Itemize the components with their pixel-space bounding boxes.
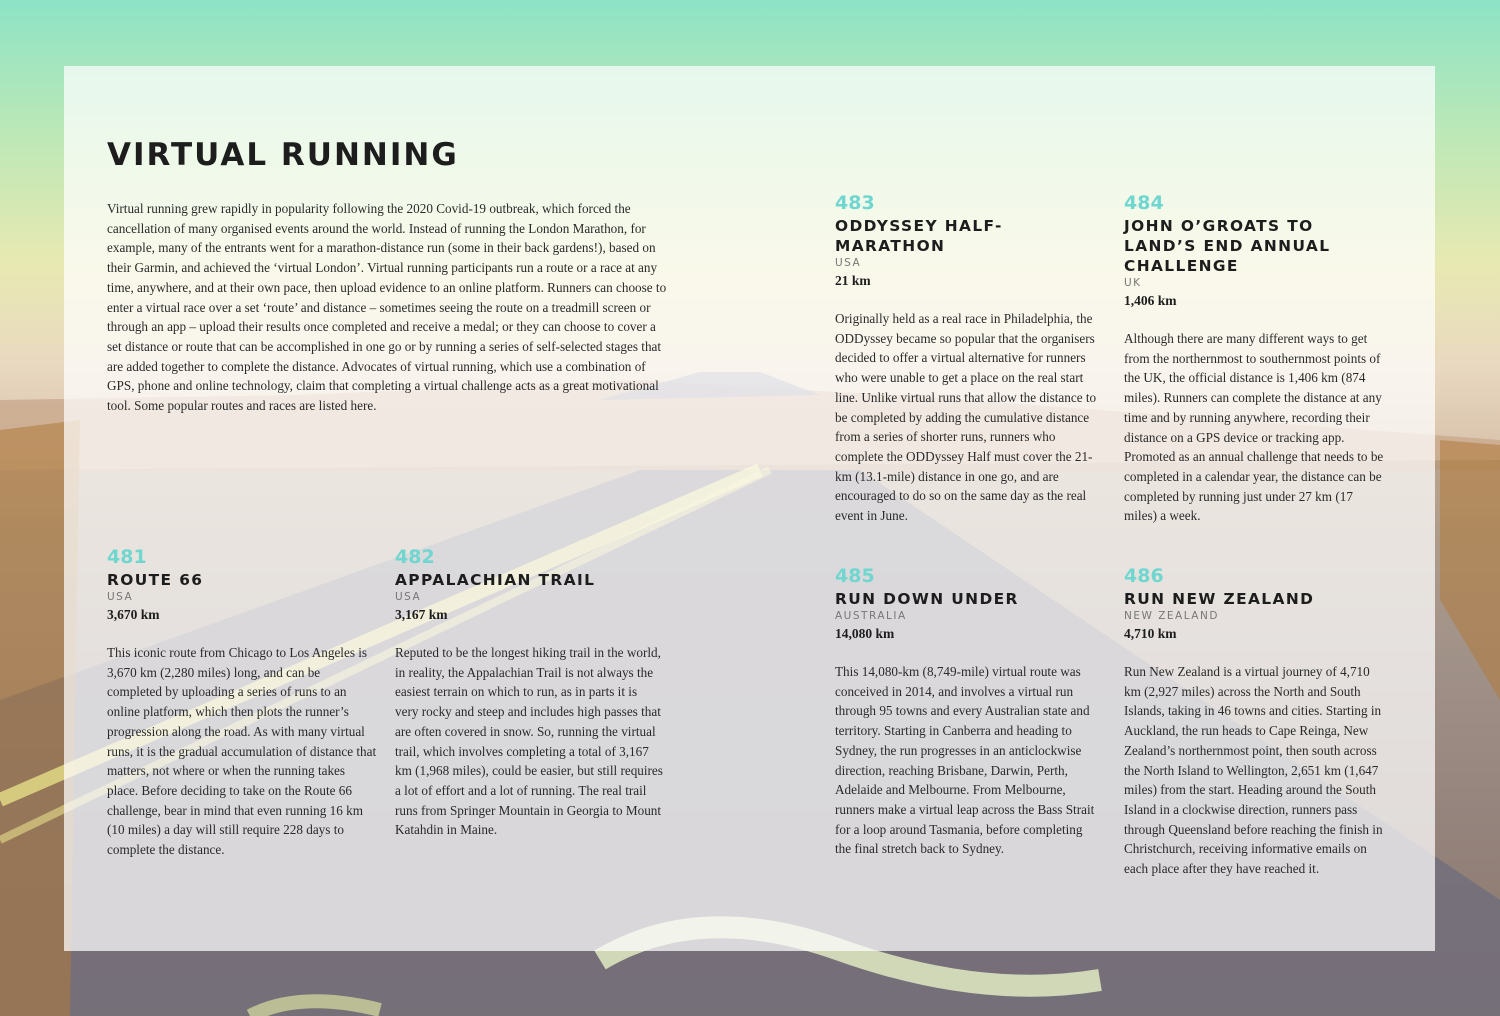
entry-number: 481 xyxy=(107,546,147,568)
entry-country: USA xyxy=(107,591,134,603)
entry-number: 486 xyxy=(1124,565,1164,587)
entry-oddyssey-half-marathon xyxy=(835,192,1101,526)
entry-description: Run New Zealand is a virtual journey of 4,710 km (2,927 miles) across the North and South Islands, taking in 46 towns and cities. Starting in Auckland, the run heads to Cape Reinga, New Zealand’s northernmost point, then south across the North Island to Wellington, 2,651 km (1,647 miles) from the start. Heading around the South Island in a clockwise direction, runners pass through Queensland before reaching the finish in Christchurch, receiving informative emails on each place after they have reached it. xyxy=(1124,664,1383,877)
entry-run-new-zealand xyxy=(1124,565,1386,879)
entry-distance: 3,670 km xyxy=(107,607,160,622)
entry-title: JOHN O’GROATS TO LAND’S END ANNUAL CHALLENGE xyxy=(1124,217,1331,275)
entry-distance: 21 km xyxy=(835,273,871,288)
entry-title: ROUTE 66 xyxy=(107,571,204,589)
entry-country: AUSTRALIA xyxy=(835,610,907,622)
entry-description: Although there are many different ways to get from the northernmost to southernmost points of the UK, the official distance is 1,406 km (874 miles). Runners can complete the distance at any time and by running anywhere, recording their distance on a GPS device or tracking app. Promoted as an annual challenge that needs to be completed in a calendar year, the distance can be completed by running just under 27 km (17 miles) a week. xyxy=(1124,331,1384,524)
entry-number: 484 xyxy=(1124,192,1164,214)
entry-description: This 14,080-km (8,749-mile) virtual route was conceived in 2014, and involves a virtual run through 95 towns and every Australian state and territory. Starting in Canberra and heading to Sydney, the run progresses in an anticlockwise direction, reaching Brisbane, Darwin, Perth, Adelaide and Melbourne. From Melbourne, runners make a virtual leap across the Bass Strait for a loop around Tasmania, before completing the final stretch back to Sydney. xyxy=(835,664,1095,857)
page-title: VIRTUAL RUNNING xyxy=(107,137,459,173)
entry-distance: 3,167 km xyxy=(395,607,448,622)
entry-description: This iconic route from Chicago to Los Angeles is 3,670 km (2,280 miles) long, and can be completed by uploading a series of runs to an online platform, which then plots the runner’s progression along the road. As with many virtual runs, it is the gradual accumulation of distance that matters, not where or when the running takes place. Before deciding to take on the Route 66 challenge, bear in mind that even running 16 km (10 miles) a day will still require 228 days to complete the distance. xyxy=(107,645,377,858)
entry-number: 485 xyxy=(835,565,875,587)
entry-title: RUN DOWN UNDER xyxy=(835,590,1019,608)
entry-country: USA xyxy=(395,591,422,603)
entry-description: Reputed to be the longest hiking trail in the world, in reality, the Appalachian Trail is not always the easiest terrain on which to run, as in parts it is very rocky and steep and includes high passes that are often covered in snow. So, running the virtual trail, which involves completing a total of 3,167 km (1,968 miles), could be easier, but still requires a lot of effort and a lot of running. The real trail runs from Springer Mountain in Georgia to Mount Katahdin in Maine. xyxy=(395,645,663,838)
entry-distance: 4,710 km xyxy=(1124,626,1177,641)
entry-description: Originally held as a real race in Philadelphia, the ODDyssey became so popular that the organisers decided to offer a virtual alternative for runners who were unable to get a place on the real start line. Unlike virtual runs that allow the distance to be completed by adding the cumulative distance from a series of shorter runs, runners who complete the ODDyssey Half must cover the 21-km (13.1-mile) distance in one go, and are encouraged to do so on the same day as the real event in June. xyxy=(835,311,1097,524)
entry-number: 483 xyxy=(835,192,875,214)
entry-distance: 14,080 km xyxy=(835,626,895,641)
entry-country: USA xyxy=(835,257,862,269)
entry-country: NEW ZEALAND xyxy=(1124,610,1219,622)
entry-title: APPALACHIAN TRAIL xyxy=(395,571,596,589)
entry-title: ODDYSSEY HALF-MARATHON xyxy=(835,217,1003,255)
intro-paragraph: Virtual running grew rapidly in popularity following the 2020 Covid-19 outbreak, which forced the cancellation of many organised events around the world. Instead of running the London Marathon, for example, many of the entrants went for a marathon-distance run (some in their back gardens!), based on their Garmin, and achieved the ‘virtual London’. Virtual running participants run a route or a race at any time, anywhere, and at their own pace, then upload evidence to an online platform. Runners can choose to enter a virtual race over a set ‘route’ and distance – sometimes seeing the route on a treadmill screen or through an app – upload their results once completed and receive a medal; or they can choose to cover a set distance or route that can be accomplished in one go or by running a series of self-selected stages that are added together to complete the distance. Advocates of virtual running, which use a combination of GPS, phone and online technology, claim that completing a virtual challenge acts as a great motivational tool. Some popular routes and races are listed here. xyxy=(107,201,667,414)
entry-number: 482 xyxy=(395,546,435,568)
entry-john-ogroats xyxy=(1124,192,1386,526)
entry-run-down-under xyxy=(835,565,1101,859)
entry-title: RUN NEW ZEALAND xyxy=(1124,590,1315,608)
entry-distance: 1,406 km xyxy=(1124,293,1177,308)
entry-appalachian-trail xyxy=(395,546,663,840)
entry-route-66 xyxy=(107,546,377,860)
entry-country: UK xyxy=(1124,277,1142,289)
